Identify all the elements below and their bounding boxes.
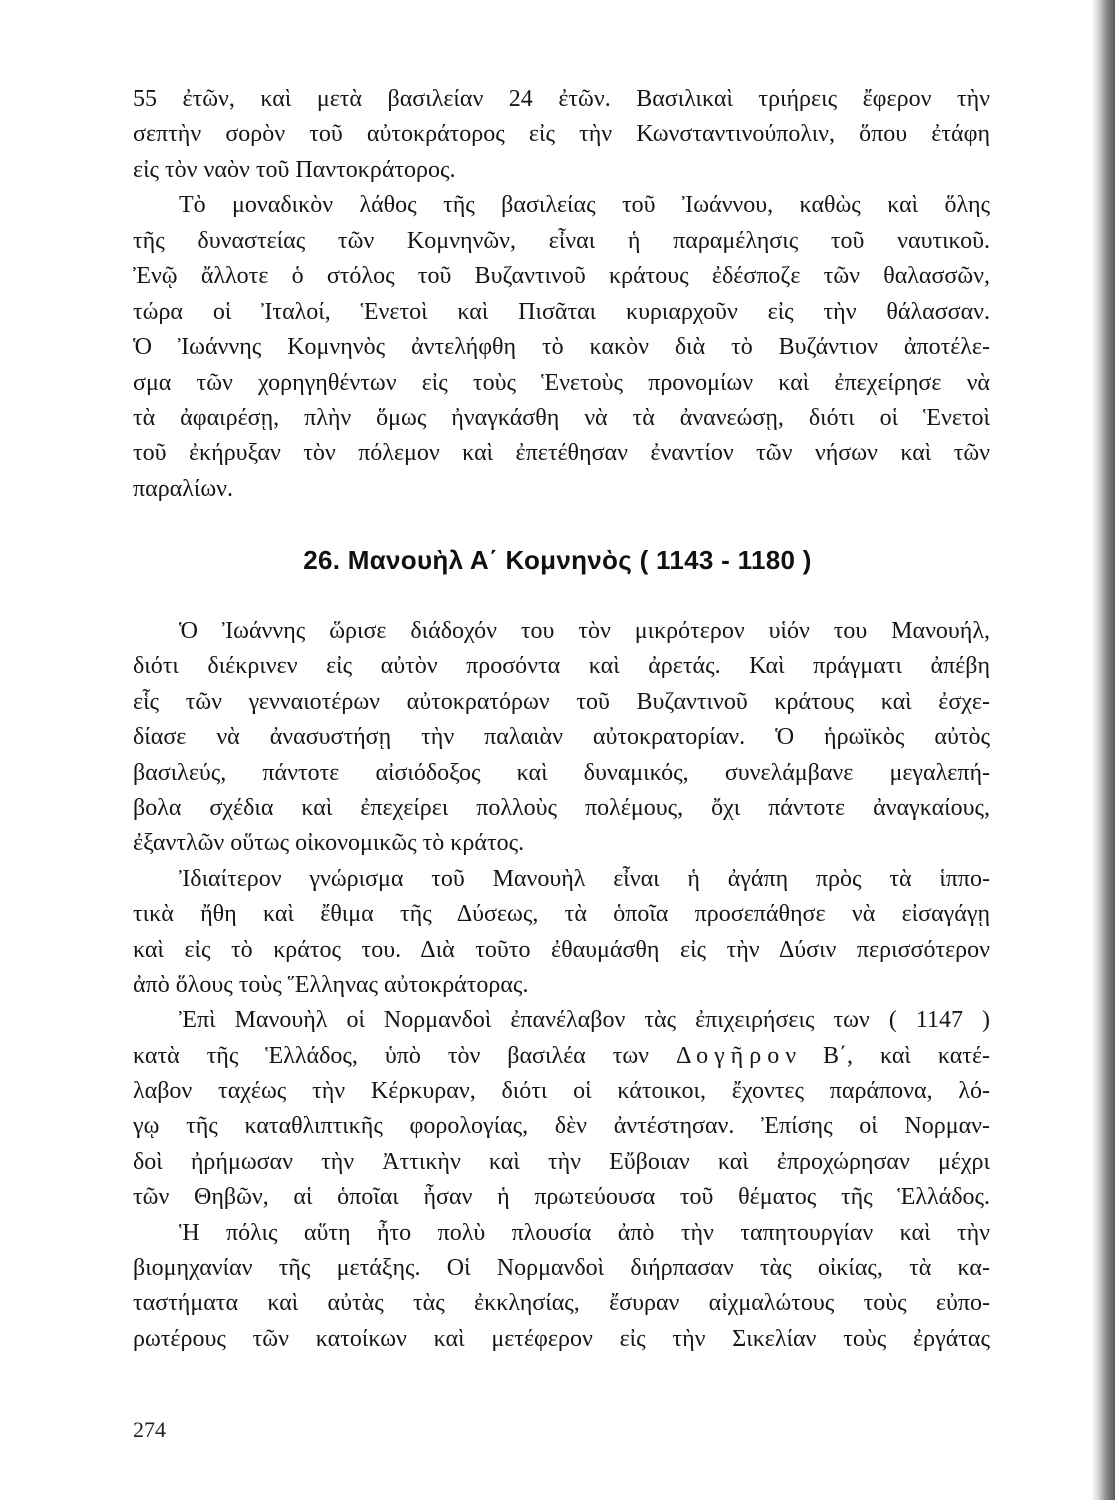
- text-line: εἷς τῶν γενναιοτέρων αὐτοκρατόρων τοῦ Βυζαντινοῦ κράτους καὶ ἐσχε-: [133, 688, 990, 715]
- text-line: σμα τῶν χορηγηθέντων εἰς τοὺς Ἑνετοὺς προνομίων καὶ ἐπεχείρησε νὰ: [133, 369, 990, 396]
- text-line: Ὁ Ἰωάννης Κομνηνὸς ἀντελήφθη τὸ κακὸν διὰ τὸ Βυζάντιον ἀποτέλε-: [133, 334, 990, 361]
- text-line: τοῦ ἐκήρυξαν τὸν πόλεμον καὶ ἐπετέθησαν ἐναντίον τῶν νήσων καὶ τῶν: [133, 440, 990, 467]
- text-line: τῆς δυναστείας τῶν Κομνηνῶν, εἶναι ἡ παραμέλησις τοῦ ναυτικοῦ.: [133, 227, 990, 254]
- text-line: Ἐπὶ Μανουὴλ οἱ Νορμανδοὶ ἐπανέλαβον τὰς ἐπιχειρήσεις των ( 1147 ): [179, 1007, 990, 1034]
- previous-section-text: [133, 82, 990, 507]
- text-line: λαβον ταχέως τὴν Κέρκυραν, διότι οἱ κάτοικοι, ἔχοντες παράπονα, λό-: [133, 1078, 990, 1105]
- text-line: εἰς τὸν ναὸν τοῦ Παντοκράτορος.: [133, 156, 456, 183]
- text-line: καὶ εἰς τὸ κράτος του. Διὰ τοῦτο ἐθαυμάσθη εἰς τὴν Δύσιν περισσότερον: [133, 936, 990, 963]
- paragraph: [133, 1003, 990, 1215]
- paragraph: [133, 614, 990, 862]
- text-line: Ἰδιαίτερον γνώρισμα τοῦ Μανουὴλ εἶναι ἡ ἀγάπη πρὸς τὰ ἱππο-: [179, 865, 990, 892]
- text-line: διότι διέκρινεν εἰς αὐτὸν προσόντα καὶ ἀρετάς. Καὶ πράγματι ἀπέβη: [133, 653, 990, 680]
- text-line: 55 ἐτῶν, καὶ μετὰ βασιλείαν 24 ἐτῶν. Βασιλικαὶ τριήρεις ἔφερον τὴν: [133, 86, 990, 112]
- text-line: βολα σχέδια καὶ ἐπεχείρει πολλοὺς πολέμους, ὄχι πάντοτε ἀναγκαίους,: [133, 794, 990, 821]
- page-number: 274: [133, 1417, 166, 1442]
- text-line: βασιλεύς, πάντοτε αἰσιόδοξος καὶ δυναμικός, συνελάμβανε μεγαλεπή-: [133, 759, 990, 786]
- page-edge-shadow: [1091, 0, 1115, 1500]
- text-line: ρωτέρους τῶν κατοίκων καὶ μετέφερον εἰς τὴν Σικελίαν τοὺς ἐργάτας: [133, 1325, 990, 1352]
- section-heading: 26. Μανουὴλ Α΄ Κομνηνὸς ( 1143 - 1180 ): [303, 545, 812, 575]
- text-line: σεπτὴν σορὸν τοῦ αὐτοκράτορος εἰς τὴν Κωνσταντινούπολιν, ὅπου ἐτάφη: [133, 121, 990, 148]
- text-line: γῳ τῆς καταθλιπτικῆς φορολογίας, δὲν ἀντέστησαν. Ἐπίσης οἱ Νορμαν-: [133, 1113, 990, 1140]
- paragraph: [133, 862, 990, 1004]
- text-segment: Β΄, καὶ κατέ-: [823, 1042, 990, 1069]
- section-body-text: [133, 614, 990, 1357]
- text-line: Ἡ πόλις αὕτη ἦτο πολὺ πλουσία ἀπὸ τὴν ταπητουργίαν καὶ τὴν: [179, 1219, 990, 1246]
- text-line: δίασε νὰ ἀνασυστήσῃ τὴν παλαιὰν αὐτοκρατορίαν. Ὁ ἡρωϊκὸς αὐτὸς: [133, 724, 990, 751]
- text-line: ἐξαντλῶν οὕτως οἰκονομικῶς τὸ κράτος.: [133, 830, 525, 857]
- text-segment: κατὰ τῆς Ἑλλάδος, ὑπὸ τὸν βασιλέα των: [133, 1042, 649, 1069]
- text-line: βιομηχανίαν τῆς μετάξης. Οἱ Νορμανδοὶ διήρπασαν τὰς οἰκίας, τὰ κα-: [133, 1255, 990, 1282]
- text-line: Τὸ μοναδικὸν λάθος τῆς βασιλείας τοῦ Ἰωάννου, καθὼς καὶ ὅλης: [179, 192, 990, 219]
- paragraph: [133, 82, 990, 188]
- text-line: παραλίων.: [133, 475, 233, 502]
- text-line: δοὶ ἠρήμωσαν τὴν Ἀττικὴν καὶ τὴν Εὔβοιαν καὶ ἐπροχώρησαν μέχρι: [133, 1148, 990, 1175]
- text-line: Ὁ Ἰωάννης ὥρισε διάδοχόν του τὸν μικρότερον υἱόν του Μανουήλ,: [179, 618, 990, 644]
- paragraph: [133, 1216, 990, 1358]
- paragraph: [133, 188, 990, 507]
- text-line: τώρα οἱ Ἰταλοί, Ἑνετοὶ καὶ Πισᾶται κυριαρχοῦν εἰς τὴν θάλασσαν.: [133, 298, 990, 325]
- emphasized-name: Δ ο γ ῆ ρ ο ν: [675, 1042, 797, 1069]
- text-line: τῶν Θηβῶν, αἱ ὁποῖαι ἦσαν ἡ πρωτεύουσα τοῦ θέματος τῆς Ἑλλάδος.: [133, 1184, 990, 1211]
- text-line: ταστήματα καὶ αὐτὰς τὰς ἐκκλησίας, ἔσυραν αἰχμαλώτους τοὺς εὐπο-: [133, 1290, 990, 1317]
- text-line: Ἐνῷ ἄλλοτε ὁ στόλος τοῦ Βυζαντινοῦ κράτους ἐδέσποζε τῶν θαλασσῶν,: [133, 263, 990, 290]
- text-line: ἀπὸ ὅλους τοὺς Ἕλληνας αὐτοκράτορας.: [133, 971, 529, 998]
- text-line: [133, 1039, 990, 1074]
- text-line: τὰ ἀφαιρέσῃ, πλὴν ὅμως ἠναγκάσθη νὰ τὰ ἀνανεώσῃ, διότι οἱ Ἑνετοὶ: [133, 404, 990, 431]
- text-line: τικὰ ἤθη καὶ ἔθιμα τῆς Δύσεως, τὰ ὁποῖα προσεπάθησε νὰ εἰσαγάγῃ: [133, 901, 990, 928]
